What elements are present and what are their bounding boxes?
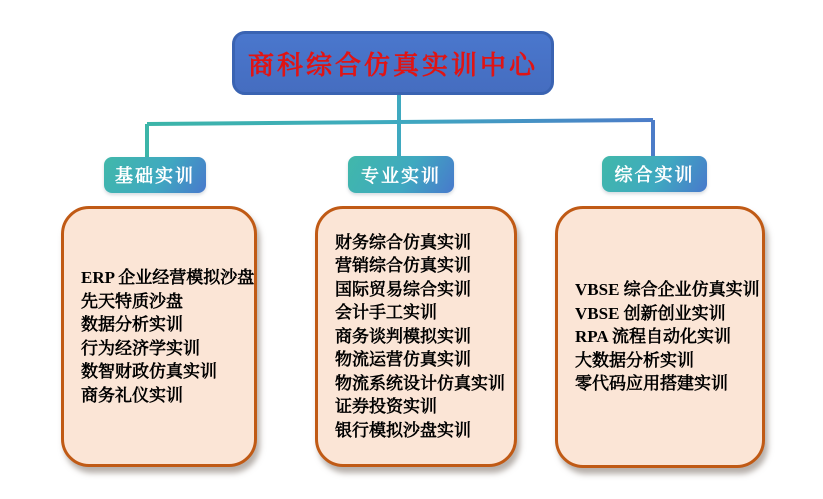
course-panel-basic bbox=[61, 206, 257, 467]
branch-label-text: 综合实训 bbox=[614, 165, 695, 185]
branch-node-professional-training bbox=[348, 156, 454, 193]
course-panel-comprehensive bbox=[555, 206, 765, 468]
course-item: ERP 企业经营模拟沙盘 bbox=[81, 268, 255, 287]
course-item: 营销综合仿真实训 bbox=[335, 256, 471, 276]
course-item: 商务谈判模拟实训 bbox=[335, 326, 471, 346]
course-item: 先天特质沙盘 bbox=[81, 291, 183, 311]
course-item: 国际贸易综合实训 bbox=[335, 279, 471, 299]
course-item: 物流系统设计仿真实训 bbox=[335, 373, 505, 393]
course-item: 零代码应用搭建实训 bbox=[575, 374, 728, 394]
connector-horizontal bbox=[147, 120, 653, 124]
course-item: VBSE 综合企业仿真实训 bbox=[575, 280, 760, 300]
course-panel-professional bbox=[315, 206, 517, 467]
course-item: 数据分析实训 bbox=[81, 315, 183, 334]
course-item: 证券投资实训 bbox=[335, 397, 437, 417]
course-item: 大数据分析实训 bbox=[575, 350, 694, 370]
course-item: 银行模拟沙盘实训 bbox=[335, 420, 471, 440]
course-item: 行为经济学实训 bbox=[81, 338, 200, 358]
course-item: RPA 流程自动化实训 bbox=[575, 327, 731, 347]
course-item: 数智财政仿真实训 bbox=[81, 362, 217, 381]
branch-label-text: 基础实训 bbox=[115, 166, 195, 186]
root-node bbox=[232, 31, 554, 95]
course-item: 物流运营仿真实训 bbox=[335, 350, 471, 370]
course-item: 财务综合仿真实训 bbox=[335, 232, 471, 252]
branch-label-text: 专业实训 bbox=[361, 165, 441, 186]
branch-node-comprehensive-training bbox=[602, 156, 707, 192]
course-item: VBSE 创新创业实训 bbox=[575, 303, 726, 323]
branch-node-basic-training bbox=[104, 157, 206, 193]
root-node-label: 商科综合仿真实训中心 bbox=[247, 50, 538, 80]
course-item: 会计手工实训 bbox=[335, 303, 437, 323]
course-item: 商务礼仪实训 bbox=[81, 385, 183, 405]
